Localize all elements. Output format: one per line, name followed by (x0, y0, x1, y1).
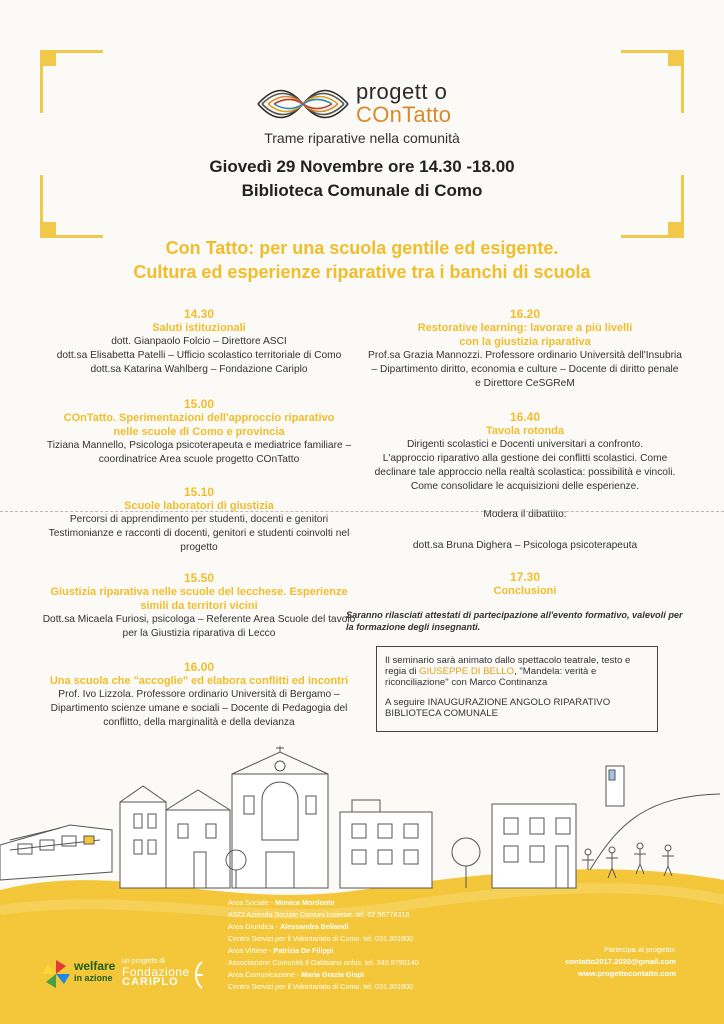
program-line: dott.sa Bruna Dighera – Psicologa psicoterapeuta (412, 540, 638, 551)
info-box-inauguration: A seguire INAUGURAZIONE ANGOLO RIPARATIVO BIBLIOTECA COMUNALE (385, 697, 611, 719)
credit-role: Area Vittime - (228, 946, 274, 955)
program-title: Conclusioni (493, 585, 557, 597)
program-line: per la Giustizia riparativa di Lecco (122, 628, 276, 639)
program-line: e Direttore CeSGReM (475, 378, 575, 389)
event-venue: Biblioteca Comunale di Como (241, 181, 483, 200)
contatto-logo-icon (254, 84, 352, 124)
program-time: 17.30 (509, 570, 541, 584)
program-line: Modera il dibattito: (483, 509, 567, 520)
welfare-logo (74, 960, 115, 984)
program-line: Prof.sa Grazia Mannozzi. Professore ordinario Università dell'Insubria (368, 350, 682, 361)
program-title: Giustizia riparativa nelle scuole del lecchese. Esperienze (50, 586, 348, 598)
program-time: 16.40 (509, 410, 541, 424)
info-highlight-name: GIUSEPPE DI BELLO (419, 666, 515, 677)
headline-line1: Con Tatto: per una scuola gentile ed esigente. (165, 238, 559, 258)
program-time: 16.20 (509, 307, 541, 321)
program-item (40, 397, 358, 467)
logo-title-line1: progett o (356, 79, 448, 104)
program-item (40, 660, 358, 730)
program-title: Una scuola che "accoglie" ed elabora conflitti ed incontri (49, 675, 349, 687)
tagline: Trame riparative nella comunità (264, 130, 460, 146)
info-box (376, 646, 658, 732)
event-date: Giovedì 29 Novembre ore 14.30 -18.00 (209, 157, 515, 176)
credit-name: Alessandra Bellandi (279, 922, 349, 931)
credit-role: Area Comunicazione - (228, 970, 302, 979)
corner-bracket-top-left (40, 50, 103, 113)
credit-role: Area Giuridica - (228, 922, 280, 931)
program-title: simili da territori vicini (140, 600, 258, 612)
info-box-performance (385, 655, 649, 688)
participate-block (540, 944, 676, 980)
credit-item (228, 921, 419, 933)
program-line: L'approccio riparativo alla gestione dei conflitti scolastici. Come (382, 453, 668, 464)
program-title: Scuole laboratori di giustizia (124, 500, 274, 512)
welfare-logo-text: welfare (74, 959, 116, 973)
logo-title-line2: COnTatto (356, 102, 452, 127)
program-time: 14.30 (183, 307, 215, 321)
program-line: Tiziana Mannello, Psicologa psicoterapeuta e mediatrice familiare – (46, 440, 352, 451)
project-of-label: un progetto di (122, 958, 165, 965)
credit-name: Patrizia De Filippi (273, 946, 334, 955)
program-line: coordinatrice Area scuole progetto COnTatto (98, 454, 300, 465)
info-text: Il seminario sarà animato dallo spettacolo teatrale, testo e regia di (385, 655, 631, 677)
program-line: Testimonianze e racconti di docenti, genitori e studenti coinvolti nel (48, 528, 350, 539)
town-illustration (0, 740, 724, 890)
program-moderator-name (360, 539, 690, 553)
fondazione-cariplo-logo (122, 957, 190, 987)
headline-line2: Cultura ed esperienze riparative tra i banchi di scuola (133, 262, 591, 282)
credits-list (228, 897, 419, 993)
program-time: 15.10 (183, 485, 215, 499)
program-title: nelle scuole di Como e provincia (113, 426, 285, 438)
cariplo-text: CARIPLO (122, 976, 179, 988)
cariplo-emblem-icon (190, 960, 206, 990)
credit-role: Area Sociale - (228, 898, 276, 907)
credit-org: Associazione Comunità Il Gabbiano onlus. tel. 340.9790140 (228, 958, 419, 967)
program-line: Prof. Ivo Lizzola. Professore ordinario Università di Bergamo – (58, 689, 340, 700)
program-item (360, 570, 690, 598)
program-line: declinare tale approccio nella realtà scolastica: possibilità e vincoli. (374, 467, 676, 478)
program-line: – Dipartimento diritto, economia e culture – Docente di diritto penale (371, 364, 679, 375)
program-title: con la giustizia riparativa (459, 336, 591, 348)
credit-org: Centro Servizi per il Volontariato di Como. tel. 031.301800 (228, 934, 413, 943)
credit-item (228, 897, 419, 909)
credit-org: Centro Servizi per il Volontariato di Como. tel. 031.301800 (228, 982, 413, 991)
program-title: Restorative learning: lavorare a più livelli (417, 322, 633, 334)
participate-website[interactable]: www.progettocontatto.com (577, 969, 676, 978)
program-item (40, 571, 358, 641)
fondazione-text: Fondazione (122, 965, 190, 979)
participate-email[interactable]: contatto2017.2020@gmail.com (565, 957, 676, 966)
credit-name: Maria Grazia Gispi (301, 970, 364, 979)
program-title: Tavola rotonda (485, 425, 565, 437)
corner-bracket-top-right (621, 50, 684, 113)
credit-org: ASCI Azienda Sociale Comuni Insieme. tel. 02.96778318 (228, 910, 410, 919)
program-line: progetto (180, 542, 218, 553)
participate-label: Partecipa al progetto: (603, 945, 676, 954)
program-line: dott.sa Katarina Wahlberg – Fondazione Cariplo (90, 364, 308, 375)
program-title: Saluti istituzionali (152, 322, 246, 334)
program-item (40, 485, 358, 555)
program-item (360, 307, 690, 391)
program-line: Dipartimento scienze umane e sociali – Docente di Pedagogia del (50, 703, 348, 714)
certificate-notice: Saranno rilasciati attestati di partecipazione all'evento formativo, valevoli per la formazione degli insegnanti. (346, 610, 683, 632)
program-line: conflitto, della marginalità e della devianza (103, 717, 295, 728)
welfare-logo-subtext: in azione (74, 973, 113, 983)
program-item (40, 307, 358, 377)
program-line: Dott.sa Micaela Furiosi, psicologa – Referente Area Scuole del tavolo (42, 614, 356, 625)
paper-fold-line (0, 511, 724, 512)
program-time: 16.00 (183, 660, 215, 674)
credit-item (228, 969, 419, 981)
program-line: Percorsi di apprendimento per studenti, docenti e genitori (69, 514, 329, 525)
program-line: Dirigenti scolastici e Docenti universitari a confronto. (406, 439, 644, 450)
program-time: 15.50 (183, 571, 215, 585)
program-line: dott.sa Elisabetta Patelli – Ufficio scolastico territoriale di Como (56, 350, 342, 361)
program-time: 15.00 (183, 397, 215, 411)
program-line: dott. Gianpaolo Folcio – Direttore ASCI (111, 336, 287, 347)
credit-name: Monica Mordonte (275, 898, 335, 907)
credit-item (228, 945, 419, 957)
program-title: COnTatto. Sperimentazioni dell'approccio riparativo (63, 412, 335, 424)
info-text: , "Mandela: verità e riconciliazione" con Marco Continanza (385, 666, 597, 688)
program-line: Come consolidare le acquisizioni delle esperienze. (410, 481, 640, 492)
program-item (360, 410, 690, 494)
welfare-pinwheel-icon (40, 958, 72, 990)
